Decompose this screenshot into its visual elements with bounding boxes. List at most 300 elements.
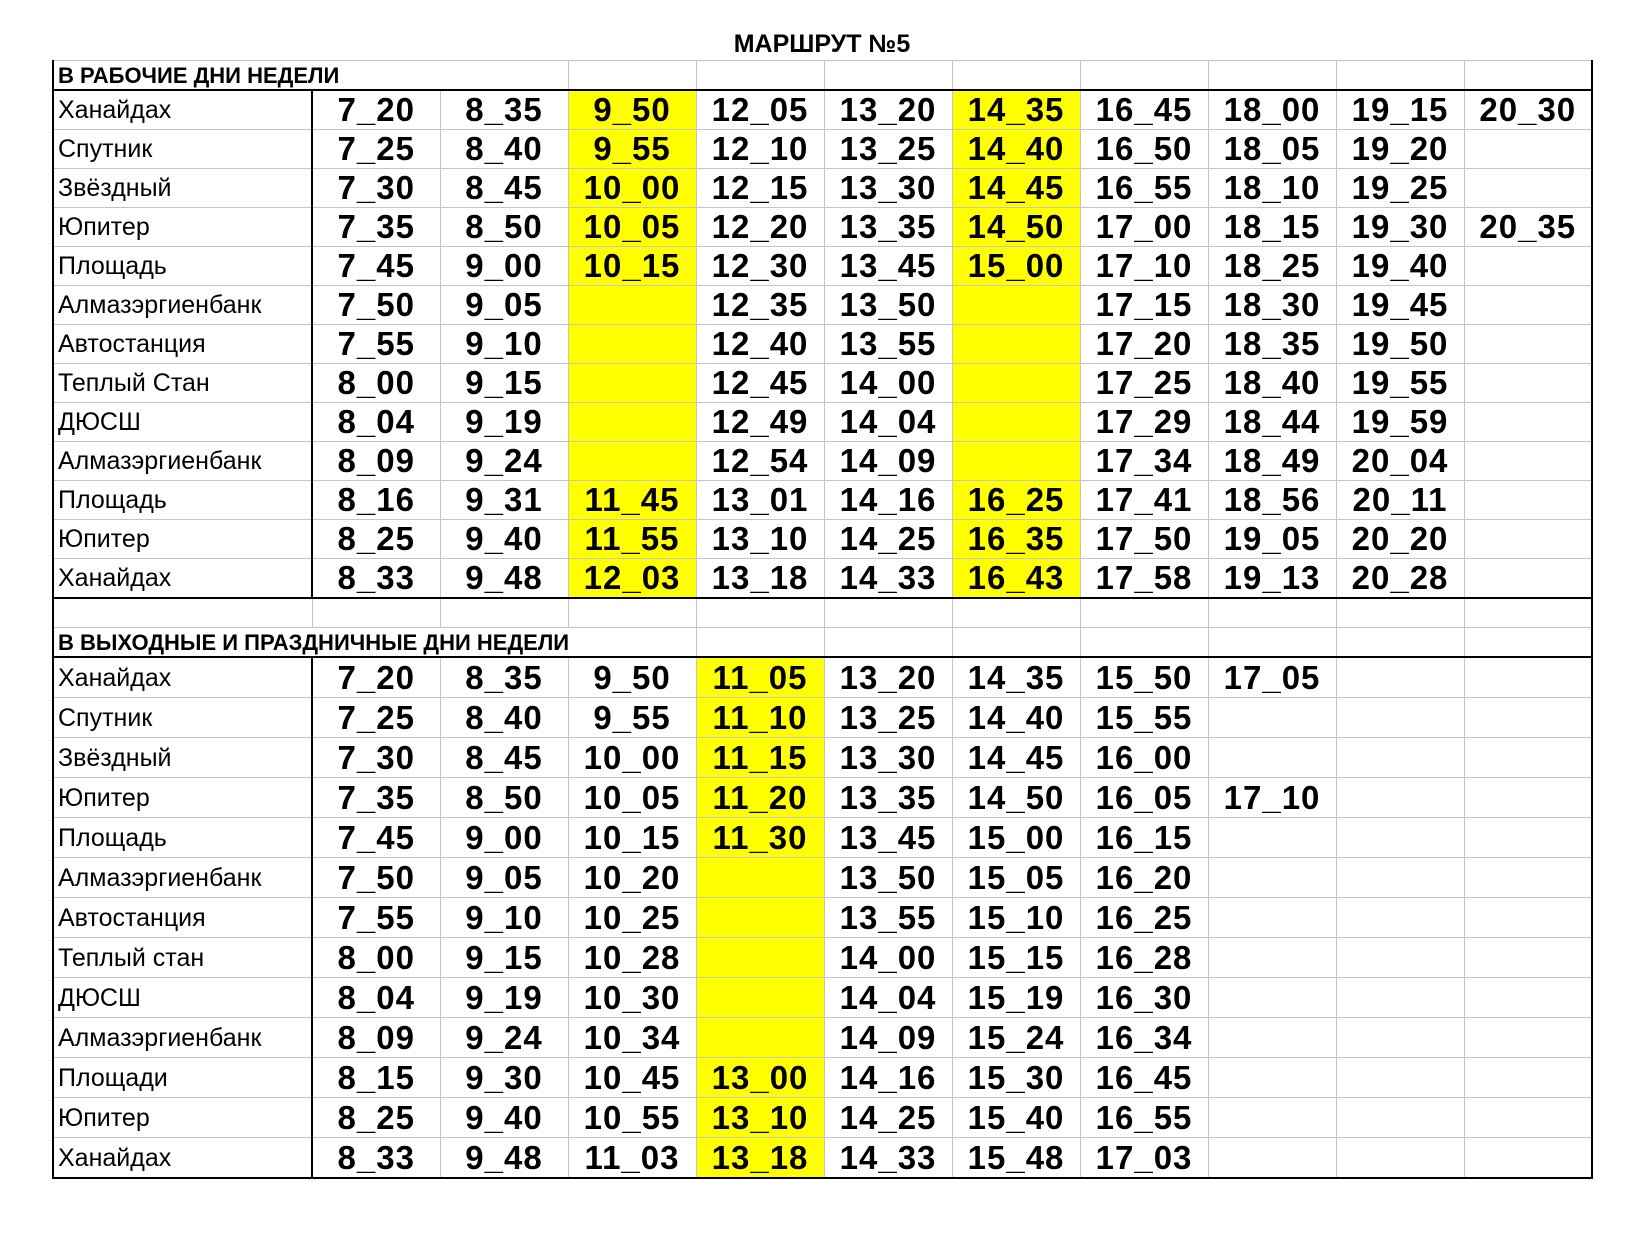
departure-time: 9_00 bbox=[440, 818, 568, 858]
departure-time: 10_55 bbox=[568, 1098, 696, 1138]
empty-cell bbox=[1464, 1018, 1592, 1058]
empty-cell bbox=[824, 598, 952, 628]
departure-time: 7_25 bbox=[312, 130, 440, 169]
table-row bbox=[53, 481, 1592, 520]
departure-time: 13_30 bbox=[824, 738, 952, 778]
departure-time: 8_33 bbox=[312, 559, 440, 599]
departure-time: 19_55 bbox=[1336, 364, 1464, 403]
departure-time: 16_15 bbox=[1080, 818, 1208, 858]
stop-name: Алмазэргиенбанк bbox=[53, 442, 312, 481]
stop-name: Ханайдах bbox=[53, 90, 312, 130]
departure-time: 14_40 bbox=[952, 130, 1080, 169]
departure-time: 13_01 bbox=[696, 481, 824, 520]
departure-time: 19_50 bbox=[1336, 325, 1464, 364]
empty-cell bbox=[1208, 1018, 1336, 1058]
table-row bbox=[53, 208, 1592, 247]
departure-time: 14_16 bbox=[824, 481, 952, 520]
departure-time: 17_41 bbox=[1080, 481, 1208, 520]
departure-time: 9_48 bbox=[440, 559, 568, 599]
departure-time: 7_55 bbox=[312, 325, 440, 364]
departure-time: 10_20 bbox=[568, 858, 696, 898]
empty-cell bbox=[1336, 1018, 1464, 1058]
empty-cell bbox=[1080, 61, 1208, 91]
empty-cell bbox=[1464, 61, 1592, 91]
departure-time: 18_00 bbox=[1208, 90, 1336, 130]
empty-cell bbox=[1464, 818, 1592, 858]
departure-time: 13_50 bbox=[824, 858, 952, 898]
empty-cell bbox=[1208, 698, 1336, 738]
empty-cell bbox=[312, 598, 440, 628]
stop-name: Площадь bbox=[53, 247, 312, 286]
stop-name: Звёздный bbox=[53, 738, 312, 778]
departure-time: 13_10 bbox=[696, 1098, 824, 1138]
empty-cell bbox=[1080, 598, 1208, 628]
empty-cell bbox=[1336, 978, 1464, 1018]
empty-cell bbox=[1208, 598, 1336, 628]
empty-cell bbox=[1464, 698, 1592, 738]
empty-cell bbox=[696, 978, 824, 1018]
departure-time: 8_50 bbox=[440, 208, 568, 247]
stop-name: Алмазэргиенбанк bbox=[53, 858, 312, 898]
departure-time: 19_05 bbox=[1208, 520, 1336, 559]
departure-time: 13_55 bbox=[824, 898, 952, 938]
departure-time: 7_35 bbox=[312, 208, 440, 247]
departure-time: 12_45 bbox=[696, 364, 824, 403]
departure-time: 8_35 bbox=[440, 90, 568, 130]
weekend-heading: В ВЫХОДНЫЕ И ПРАЗДНИЧНЫЕ ДНИ НЕДЕЛИ bbox=[53, 628, 696, 658]
departure-time: 15_19 bbox=[952, 978, 1080, 1018]
empty-cell bbox=[1336, 1098, 1464, 1138]
empty-cell bbox=[1464, 169, 1592, 208]
empty-cell bbox=[1336, 898, 1464, 938]
empty-cell bbox=[696, 858, 824, 898]
departure-time: 11_20 bbox=[696, 778, 824, 818]
stop-name: Площадь bbox=[53, 481, 312, 520]
departure-time: 8_16 bbox=[312, 481, 440, 520]
empty-cell bbox=[568, 364, 696, 403]
departure-time: 13_45 bbox=[824, 247, 952, 286]
departure-time: 16_25 bbox=[952, 481, 1080, 520]
empty-cell bbox=[952, 325, 1080, 364]
empty-cell bbox=[1336, 1058, 1464, 1098]
empty-cell bbox=[1464, 778, 1592, 818]
empty-cell bbox=[1208, 1098, 1336, 1138]
departure-time: 7_45 bbox=[312, 818, 440, 858]
departure-time: 20_04 bbox=[1336, 442, 1464, 481]
table-row bbox=[53, 858, 1592, 898]
departure-time: 14_09 bbox=[824, 1018, 952, 1058]
departure-time: 11_45 bbox=[568, 481, 696, 520]
departure-time: 11_15 bbox=[696, 738, 824, 778]
departure-time: 12_35 bbox=[696, 286, 824, 325]
departure-time: 11_10 bbox=[696, 698, 824, 738]
departure-time: 13_18 bbox=[696, 559, 824, 599]
departure-time: 17_05 bbox=[1208, 657, 1336, 698]
departure-time: 9_50 bbox=[568, 657, 696, 698]
departure-time: 10_25 bbox=[568, 898, 696, 938]
empty-cell bbox=[568, 442, 696, 481]
departure-time: 16_55 bbox=[1080, 1098, 1208, 1138]
empty-cell bbox=[1464, 978, 1592, 1018]
departure-time: 10_05 bbox=[568, 778, 696, 818]
empty-cell bbox=[1336, 61, 1464, 91]
departure-time: 19_15 bbox=[1336, 90, 1464, 130]
departure-time: 13_00 bbox=[696, 1058, 824, 1098]
departure-time: 12_05 bbox=[696, 90, 824, 130]
empty-cell bbox=[824, 61, 952, 91]
departure-time: 16_00 bbox=[1080, 738, 1208, 778]
stop-name: Автостанция bbox=[53, 898, 312, 938]
departure-time: 12_03 bbox=[568, 559, 696, 599]
empty-cell bbox=[1464, 1058, 1592, 1098]
empty-cell bbox=[1336, 598, 1464, 628]
departure-time: 11_30 bbox=[696, 818, 824, 858]
departure-time: 9_40 bbox=[440, 520, 568, 559]
departure-time: 10_15 bbox=[568, 818, 696, 858]
table-row bbox=[53, 520, 1592, 559]
departure-time: 9_55 bbox=[568, 698, 696, 738]
empty-cell bbox=[1464, 325, 1592, 364]
stop-name: Юпитер bbox=[53, 1098, 312, 1138]
empty-cell bbox=[1208, 1058, 1336, 1098]
departure-time: 14_45 bbox=[952, 738, 1080, 778]
table-row bbox=[53, 938, 1592, 978]
weekend-section bbox=[53, 628, 1592, 1179]
departure-time: 12_10 bbox=[696, 130, 824, 169]
departure-time: 8_09 bbox=[312, 442, 440, 481]
departure-time: 10_30 bbox=[568, 978, 696, 1018]
departure-time: 8_45 bbox=[440, 738, 568, 778]
empty-cell bbox=[1208, 628, 1336, 658]
departure-time: 14_00 bbox=[824, 938, 952, 978]
empty-cell bbox=[1464, 247, 1592, 286]
empty-cell bbox=[1336, 657, 1464, 698]
weekend-heading-row bbox=[53, 628, 1592, 658]
departure-time: 9_05 bbox=[440, 286, 568, 325]
departure-time: 7_30 bbox=[312, 738, 440, 778]
departure-time: 14_09 bbox=[824, 442, 952, 481]
departure-time: 14_35 bbox=[952, 90, 1080, 130]
departure-time: 14_50 bbox=[952, 778, 1080, 818]
departure-time: 7_55 bbox=[312, 898, 440, 938]
departure-time: 16_35 bbox=[952, 520, 1080, 559]
departure-time: 18_49 bbox=[1208, 442, 1336, 481]
departure-time: 17_29 bbox=[1080, 403, 1208, 442]
departure-time: 10_00 bbox=[568, 738, 696, 778]
departure-time: 15_10 bbox=[952, 898, 1080, 938]
departure-time: 9_10 bbox=[440, 325, 568, 364]
departure-time: 12_30 bbox=[696, 247, 824, 286]
departure-time: 19_45 bbox=[1336, 286, 1464, 325]
departure-time: 19_40 bbox=[1336, 247, 1464, 286]
departure-time: 14_25 bbox=[824, 520, 952, 559]
table-row bbox=[53, 286, 1592, 325]
departure-time: 17_10 bbox=[1208, 778, 1336, 818]
departure-time: 17_10 bbox=[1080, 247, 1208, 286]
departure-time: 7_50 bbox=[312, 286, 440, 325]
departure-time: 9_05 bbox=[440, 858, 568, 898]
weekday-heading: В РАБОЧИЕ ДНИ НЕДЕЛИ bbox=[53, 61, 568, 91]
empty-cell bbox=[696, 1018, 824, 1058]
departure-time: 8_35 bbox=[440, 657, 568, 698]
departure-time: 7_20 bbox=[312, 657, 440, 698]
empty-cell bbox=[1208, 898, 1336, 938]
departure-time: 13_20 bbox=[824, 90, 952, 130]
empty-cell bbox=[1336, 858, 1464, 898]
departure-time: 16_34 bbox=[1080, 1018, 1208, 1058]
table-row bbox=[53, 403, 1592, 442]
departure-time: 15_50 bbox=[1080, 657, 1208, 698]
departure-time: 8_00 bbox=[312, 364, 440, 403]
departure-time: 15_55 bbox=[1080, 698, 1208, 738]
empty-cell bbox=[952, 286, 1080, 325]
departure-time: 17_20 bbox=[1080, 325, 1208, 364]
departure-time: 14_25 bbox=[824, 1098, 952, 1138]
departure-time: 8_04 bbox=[312, 403, 440, 442]
stop-name: ДЮСШ bbox=[53, 403, 312, 442]
spacer-row bbox=[53, 598, 1592, 628]
empty-cell bbox=[696, 898, 824, 938]
weekday-section bbox=[53, 61, 1592, 599]
departure-time: 15_40 bbox=[952, 1098, 1080, 1138]
empty-cell bbox=[1464, 898, 1592, 938]
departure-time: 20_20 bbox=[1336, 520, 1464, 559]
empty-cell bbox=[1464, 657, 1592, 698]
stop-name: Ханайдах bbox=[53, 1138, 312, 1179]
departure-time: 9_10 bbox=[440, 898, 568, 938]
empty-cell bbox=[1336, 778, 1464, 818]
table-row bbox=[53, 1098, 1592, 1138]
departure-time: 8_40 bbox=[440, 130, 568, 169]
empty-cell bbox=[1208, 738, 1336, 778]
empty-cell bbox=[1336, 938, 1464, 978]
departure-time: 7_25 bbox=[312, 698, 440, 738]
empty-cell bbox=[1464, 403, 1592, 442]
departure-time: 18_40 bbox=[1208, 364, 1336, 403]
departure-time: 9_50 bbox=[568, 90, 696, 130]
table-row bbox=[53, 247, 1592, 286]
table-row bbox=[53, 364, 1592, 403]
departure-time: 18_05 bbox=[1208, 130, 1336, 169]
table-row bbox=[53, 559, 1592, 599]
departure-time: 9_24 bbox=[440, 1018, 568, 1058]
empty-cell bbox=[824, 628, 952, 658]
departure-time: 17_58 bbox=[1080, 559, 1208, 599]
empty-cell bbox=[568, 598, 696, 628]
departure-time: 9_48 bbox=[440, 1138, 568, 1179]
departure-time: 18_35 bbox=[1208, 325, 1336, 364]
departure-time: 11_05 bbox=[696, 657, 824, 698]
empty-cell bbox=[1336, 1138, 1464, 1179]
departure-time: 19_30 bbox=[1336, 208, 1464, 247]
departure-time: 7_45 bbox=[312, 247, 440, 286]
empty-cell bbox=[1080, 628, 1208, 658]
departure-time: 14_45 bbox=[952, 169, 1080, 208]
departure-time: 18_25 bbox=[1208, 247, 1336, 286]
empty-cell bbox=[1464, 598, 1592, 628]
departure-time: 12_15 bbox=[696, 169, 824, 208]
departure-time: 10_05 bbox=[568, 208, 696, 247]
departure-time: 16_05 bbox=[1080, 778, 1208, 818]
stop-name: Ханайдах bbox=[53, 657, 312, 698]
departure-time: 9_00 bbox=[440, 247, 568, 286]
departure-time: 8_04 bbox=[312, 978, 440, 1018]
departure-time: 17_50 bbox=[1080, 520, 1208, 559]
empty-cell bbox=[1464, 481, 1592, 520]
departure-time: 9_30 bbox=[440, 1058, 568, 1098]
departure-time: 10_00 bbox=[568, 169, 696, 208]
departure-time: 13_55 bbox=[824, 325, 952, 364]
stop-name: Юпитер bbox=[53, 208, 312, 247]
table-row bbox=[53, 978, 1592, 1018]
empty-cell bbox=[1464, 938, 1592, 978]
departure-time: 16_28 bbox=[1080, 938, 1208, 978]
departure-time: 16_25 bbox=[1080, 898, 1208, 938]
departure-time: 13_18 bbox=[696, 1138, 824, 1179]
stop-name: Автостанция bbox=[53, 325, 312, 364]
departure-time: 12_49 bbox=[696, 403, 824, 442]
departure-time: 15_05 bbox=[952, 858, 1080, 898]
empty-cell bbox=[1464, 858, 1592, 898]
departure-time: 10_28 bbox=[568, 938, 696, 978]
departure-time: 17_34 bbox=[1080, 442, 1208, 481]
departure-time: 18_15 bbox=[1208, 208, 1336, 247]
departure-time: 8_50 bbox=[440, 778, 568, 818]
departure-time: 16_45 bbox=[1080, 90, 1208, 130]
departure-time: 13_35 bbox=[824, 208, 952, 247]
departure-time: 13_25 bbox=[824, 130, 952, 169]
departure-time: 8_25 bbox=[312, 1098, 440, 1138]
table-row bbox=[53, 898, 1592, 938]
departure-time: 14_00 bbox=[824, 364, 952, 403]
departure-time: 16_20 bbox=[1080, 858, 1208, 898]
table-row bbox=[53, 1138, 1592, 1179]
empty-cell bbox=[1464, 1138, 1592, 1179]
departure-time: 19_13 bbox=[1208, 559, 1336, 599]
departure-time: 9_31 bbox=[440, 481, 568, 520]
stop-name: Теплый Стан bbox=[53, 364, 312, 403]
departure-time: 10_34 bbox=[568, 1018, 696, 1058]
departure-time: 15_00 bbox=[952, 818, 1080, 858]
empty-cell bbox=[1464, 559, 1592, 599]
stop-name: Алмазэргиенбанк bbox=[53, 1018, 312, 1058]
departure-time: 10_15 bbox=[568, 247, 696, 286]
departure-time: 16_50 bbox=[1080, 130, 1208, 169]
departure-time: 7_20 bbox=[312, 90, 440, 130]
departure-time: 11_03 bbox=[568, 1138, 696, 1179]
departure-time: 9_24 bbox=[440, 442, 568, 481]
departure-time: 18_44 bbox=[1208, 403, 1336, 442]
departure-time: 13_45 bbox=[824, 818, 952, 858]
table-row bbox=[53, 778, 1592, 818]
stop-name: Юпитер bbox=[53, 778, 312, 818]
empty-cell bbox=[568, 403, 696, 442]
departure-time: 10_45 bbox=[568, 1058, 696, 1098]
stop-name: Площади bbox=[53, 1058, 312, 1098]
empty-cell bbox=[1464, 1098, 1592, 1138]
departure-time: 18_30 bbox=[1208, 286, 1336, 325]
departure-time: 9_15 bbox=[440, 364, 568, 403]
departure-time: 15_30 bbox=[952, 1058, 1080, 1098]
empty-cell bbox=[568, 61, 696, 91]
departure-time: 17_15 bbox=[1080, 286, 1208, 325]
departure-time: 15_15 bbox=[952, 938, 1080, 978]
empty-cell bbox=[696, 628, 824, 658]
empty-cell bbox=[1464, 286, 1592, 325]
departure-time: 14_40 bbox=[952, 698, 1080, 738]
departure-time: 14_33 bbox=[824, 559, 952, 599]
departure-time: 8_33 bbox=[312, 1138, 440, 1179]
empty-cell bbox=[952, 403, 1080, 442]
departure-time: 7_50 bbox=[312, 858, 440, 898]
empty-cell bbox=[53, 598, 312, 628]
empty-cell bbox=[952, 364, 1080, 403]
departure-time: 14_16 bbox=[824, 1058, 952, 1098]
stop-name: Юпитер bbox=[53, 520, 312, 559]
empty-cell bbox=[1464, 364, 1592, 403]
stop-name: ДЮСШ bbox=[53, 978, 312, 1018]
stop-name: Площадь bbox=[53, 818, 312, 858]
table-row bbox=[53, 698, 1592, 738]
departure-time: 8_15 bbox=[312, 1058, 440, 1098]
page-title: МАРШРУТ №5 bbox=[733, 30, 911, 58]
departure-time: 14_35 bbox=[952, 657, 1080, 698]
departure-time: 8_40 bbox=[440, 698, 568, 738]
table-row bbox=[53, 1018, 1592, 1058]
empty-cell bbox=[1464, 738, 1592, 778]
departure-time: 18_10 bbox=[1208, 169, 1336, 208]
departure-time: 19_25 bbox=[1336, 169, 1464, 208]
stop-name: Спутник bbox=[53, 130, 312, 169]
departure-time: 14_50 bbox=[952, 208, 1080, 247]
departure-time: 16_55 bbox=[1080, 169, 1208, 208]
table-row bbox=[53, 169, 1592, 208]
departure-time: 17_03 bbox=[1080, 1138, 1208, 1179]
stop-name: Теплый стан bbox=[53, 938, 312, 978]
empty-cell bbox=[1208, 858, 1336, 898]
departure-time: 8_00 bbox=[312, 938, 440, 978]
empty-cell bbox=[440, 598, 568, 628]
empty-cell bbox=[1336, 628, 1464, 658]
empty-cell bbox=[696, 598, 824, 628]
empty-cell bbox=[696, 61, 824, 91]
empty-cell bbox=[696, 938, 824, 978]
table-row bbox=[53, 1058, 1592, 1098]
empty-cell bbox=[952, 61, 1080, 91]
departure-time: 15_24 bbox=[952, 1018, 1080, 1058]
empty-cell bbox=[1464, 628, 1592, 658]
departure-time: 17_00 bbox=[1080, 208, 1208, 247]
departure-time: 9_40 bbox=[440, 1098, 568, 1138]
departure-time: 20_28 bbox=[1336, 559, 1464, 599]
table-row bbox=[53, 738, 1592, 778]
stop-name: Спутник bbox=[53, 698, 312, 738]
departure-time: 15_48 bbox=[952, 1138, 1080, 1179]
departure-time: 18_56 bbox=[1208, 481, 1336, 520]
stop-name: Ханайдах bbox=[53, 559, 312, 599]
section-gap bbox=[53, 598, 1592, 628]
table-row bbox=[53, 442, 1592, 481]
departure-time: 13_30 bbox=[824, 169, 952, 208]
empty-cell bbox=[1208, 1138, 1336, 1179]
departure-time: 19_20 bbox=[1336, 130, 1464, 169]
departure-time: 20_35 bbox=[1464, 208, 1592, 247]
departure-time: 15_00 bbox=[952, 247, 1080, 286]
table-row bbox=[53, 90, 1592, 130]
table-row bbox=[53, 130, 1592, 169]
table-row bbox=[53, 818, 1592, 858]
departure-time: 13_25 bbox=[824, 698, 952, 738]
